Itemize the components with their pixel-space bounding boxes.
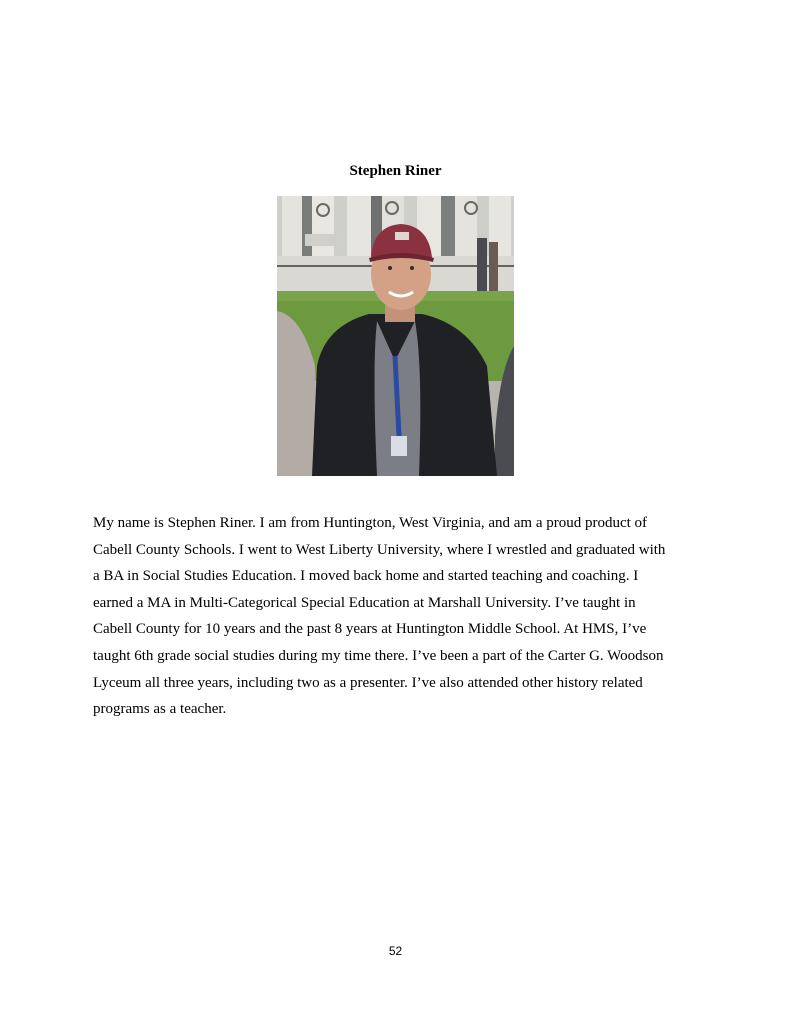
- page-number: 52: [388, 944, 403, 958]
- bio-line: Cabell County for 10 years and the past 8 years at Huntington Middle School. At HMS, I’ve: [93, 621, 647, 638]
- portrait-photo: [277, 196, 514, 476]
- bio-line: programs as a teacher.: [93, 701, 227, 718]
- page-title: Stephen Riner: [349, 163, 442, 179]
- bio-line: earned a MA in Multi-Categorical Special Education at Marshall University. I’ve taught in: [93, 594, 636, 611]
- bio-line: Lyceum all three years, including two as a presenter. I’ve also attended other history related: [93, 674, 643, 691]
- bio-line: a BA in Social Studies Education. I moved back home and started teaching and coaching. I: [93, 568, 639, 585]
- bio-line: My name is Stephen Riner. I am from Huntington, West Virginia, and am a proud product of: [93, 515, 648, 531]
- bio-line: Cabell County Schools. I went to West Liberty University, where I wrestled and graduated with: [93, 541, 666, 558]
- bio-line: taught 6th grade social studies during my time there. I’ve been a part of the Carter G. Woodson: [93, 647, 664, 664]
- biography-paragraph: [93, 510, 705, 723]
